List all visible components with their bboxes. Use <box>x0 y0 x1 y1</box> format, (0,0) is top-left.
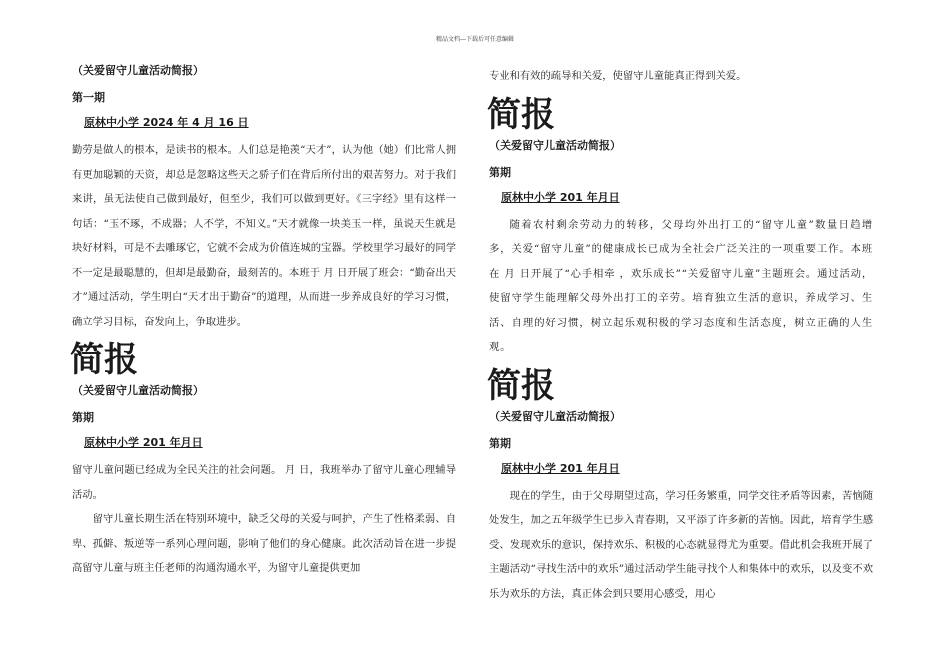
bulletin-issue: 第期 <box>72 411 94 424</box>
bulletin-3 <box>489 95 873 360</box>
bulletin-paragraph: 随着农村剩余劳动力的转移，父母均外出打工的“留守儿童”数量日趋增多，关爱“留守儿童”的健康成长已成为全社会广泛关注的一项重要工作。本班在 月 日开展了“心手相牵 ，欢乐成长”“关爱留守儿童”主题班会。通过活动，使留守学生能理解父母外出打工的辛劳。培育独立生活的意识，养成学习、生活、自理的好习惯，树立起乐观积极的学习态度和生活态度，树立正确的人生观。 <box>489 218 873 353</box>
bulletin-paragraph: 留守儿童长期生活在特别环境中，缺乏父母的关爱与呵护，产生了性格柔弱、自卑、孤僻、叛逆等一系列心理问题，影响了他们的身心健康。此次活动旨在进一步提高留守儿童与班主任老师的沟通沟通水平，为留守儿童提供更加 <box>72 513 456 574</box>
bulletin-issue: 第期 <box>489 436 511 450</box>
bulletin-dateline: 原林中小学 2024 年 4 月 16 日 <box>84 116 249 129</box>
bulletin-issue: 第一期 <box>72 91 105 104</box>
bulletin-paragraph: 留守儿童问题已经成为全民关注的社会问题。 月 日，我班举办了留守儿童心理辅导活动。 <box>72 464 456 501</box>
bulletin-2 <box>72 340 456 581</box>
header-note: 精品文档---下载后可任意编辑 <box>435 36 515 43</box>
bulletin-title: 简报 <box>70 340 138 380</box>
bulletin-4 <box>489 366 873 607</box>
bulletin-subtitle: （关爱留守儿童活动简报） <box>72 64 204 77</box>
bulletin-dateline: 原林中小学 201 年月日 <box>84 436 203 449</box>
bulletin-paragraph: 现在的学生，由于父母期望过高，学习任务繁重，同学交往矛盾等因素，苦恼随处发生，加之五年级学生已步入青春期，又平添了许多新的苦恼。因此，培育学生感受、发现欢乐的意识，保持欢乐、积极的心态就显得尤为重要。借此机会我班开展了主题活动“寻找生活中的欢乐”通过活动学生能寻找个人和集体中的欢乐，以及变不欢乐为欢乐的方法，真正体会到只要用心感受，用心 <box>489 489 873 600</box>
bulletin-title: 简报 <box>487 365 555 406</box>
bulletin-subtitle: （关爱留守儿童活动简报） <box>72 384 204 397</box>
bulletin-subtitle: （关爱留守儿童活动简报） <box>489 409 621 423</box>
bulletin-dateline: 原林中小学 201 年月日 <box>501 461 620 475</box>
bulletin-subtitle: （关爱留守儿童活动简报） <box>489 138 621 152</box>
bulletin-dateline: 原林中小学 201 年月日 <box>501 190 620 204</box>
continuation-text: 专业和有效的疏导和关爱，使留守儿童能真正得到关爱。 <box>489 70 747 82</box>
left-column <box>72 64 456 581</box>
bulletin-1 <box>72 64 456 334</box>
bulletin-issue: 第期 <box>489 165 511 179</box>
right-column <box>489 64 873 606</box>
bulletin-title: 简报 <box>487 94 555 135</box>
bulletin-paragraph: 勤劳是做人的根本，是读书的根本。人们总是艳羡“天才”，认为他（她）们比常人拥有更加聪颖的天资，却总是忽略这些天之骄子们在背后所付出的艰苦努力。对于我们来讲，虽无法使自己做到最好，但至少，我们可以做到更好。《三字经》里有这样一句话：“玉不琢，不成器；人不学，不知义。”天才就像一块美玉一样，虽说天生就是块好材料，可是不去雕琢它，它就不会成为价值连城的宝器。学校里学习最好的同学不一定是最聪慧的，但却是最勤奋，最刻苦的。本班于 月 日开展了班会：“勤奋出天才”通过活动，学生明白“天才出于勤奋”的道理，从而进一步养成良好的学习习惯，确立学习目标，奋发向上，争取进步。 <box>72 144 456 328</box>
